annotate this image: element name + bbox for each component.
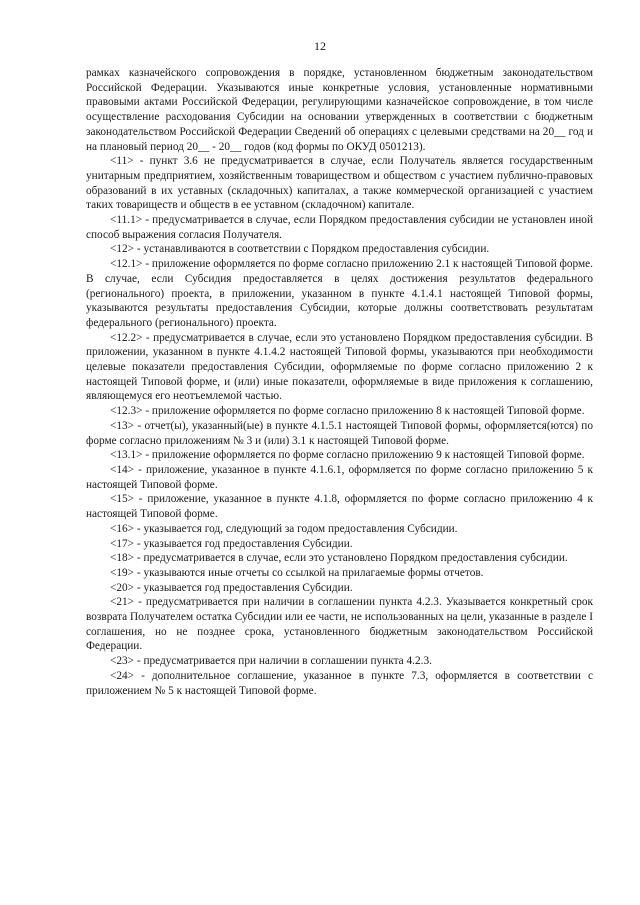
footnote-19: <19> - указываются иные отчеты со ссылкой на прилагаемые формы отчетов. (110, 566, 484, 579)
footnote-16: <16> - указывается год, следующий за годом предоставления Субсидии. (110, 522, 458, 535)
footnote-15: <15> - приложение, указанное в пункте 4.1.8, оформляется по форме согласно приложению 4 к настоящей Типовой форме. (86, 493, 593, 521)
footnote-12: <12> - устанавливаются в соответствии с Порядком предоставления субсидии. (110, 243, 490, 256)
footnote-13-1: <13.1> - приложение оформляется по форме согласно приложению 9 к настоящей Типовой форме. (110, 449, 585, 462)
document-body (86, 66, 593, 698)
footnote-12-1: <12.1> - приложение оформляется по форме согласно приложению 2.1 к настоящей Типовой форме. В случае, если Субсидия предоставляется в целях достижения результатов федерального (регионального) проекта, в приложении, указанном в пункте 4.1.4.1 настоящей Типовой формы, указываются результаты предоставления Субсидии, которые должны соответствовать результатам федерального (регионального) проекта. (86, 258, 593, 329)
footnote-11: <11> - пункт 3.6 не предусматривается в случае, если Получатель является государственным унитарным предприятием, хозяйственным товариществом и обществом с участием публично-правовых образований в их уставных (складочных) капиталах, а также коммерческой организацией с участием таких товариществ и обществ в ее уставном (складочном) капитале. (86, 155, 593, 212)
footnote-14: <14> - приложение, указанное в пункте 4.1.6.1, оформляется по форме согласно приложению 5 к настоящей Типовой форме. (86, 463, 593, 491)
page-number: 12 (314, 39, 326, 53)
footnote-11-1: <11.1> - предусматривается в случае, если Порядком предоставления субсидии не установлен иной способ выражения согласия Получателя. (86, 214, 593, 241)
footnote-12-2: <12.2> - предусматривается в случае, если это установлено Порядком предоставления субсидии. В приложении, указанном в пункте 4.1.4.2 настоящей Типовой формы, указываются при необходимости целевые показатели предоставления Субсидии, оформляемые по форме согласно приложению 2 к настоящей Типовой форме, и (или) иные показатели, оформляемые в виде приложения к соглашению, являющемуся его неотъемлемой частью. (86, 331, 593, 403)
footnote-18: <18> - предусматривается в случае, если это установлено Порядком предоставления субсидии. (110, 552, 568, 565)
paragraph-continuation: рамках казначейского сопровождения в порядке, установленном бюджетным законодательством Российской Федерации. Указываются иные конкретные условия, установленные нормативными правовыми актами Российской Федерации, регулирующими казначейское сопровождение, в том числе осуществление расходования Субсидии на основании утвержденных в соответствии с бюджетным законодательством Российской Федерации Сведений об операциях с целевыми средствами на 20__ год и на плановый период 20__ - 20__ годов (код формы по ОКУД 0501213). (86, 67, 593, 153)
footnote-17: <17> - указывается год предоставления Субсидии. (110, 537, 353, 550)
footnote-13: <13> - отчет(ы), указанный(ые) в пункте 4.1.5.1 настоящей Типовой формы, оформляется(ются) по форме согласно приложениям № 3 и (или) 3.1 к настоящей Типовой форме. (86, 419, 593, 447)
footnote-23: <23> - предусматривается при наличии в соглашении пункта 4.2.3. (110, 655, 432, 668)
footnote-21: <21> - предусматривается при наличии в соглашении пункта 4.2.3. Указывается конкретный срок возврата Получателем остатка Субсидии или ее части, не использованных на цели, указанные в разделе I соглашения, но не позднее срока, установленного бюджетным законодательством Российской Федерации. (86, 596, 593, 653)
footnote-24: <24> - дополнительное соглашение, указанное в пункте 7.3, оформляется в соответствии с приложением № 5 к настоящей Типовой форме. (86, 669, 593, 697)
footnote-12-3: <12.3> - приложение оформляется по форме согласно приложению 8 к настоящей Типовой форме. (110, 405, 585, 418)
footnote-20: <20> - указывается год предоставления Субсидии. (110, 581, 353, 594)
